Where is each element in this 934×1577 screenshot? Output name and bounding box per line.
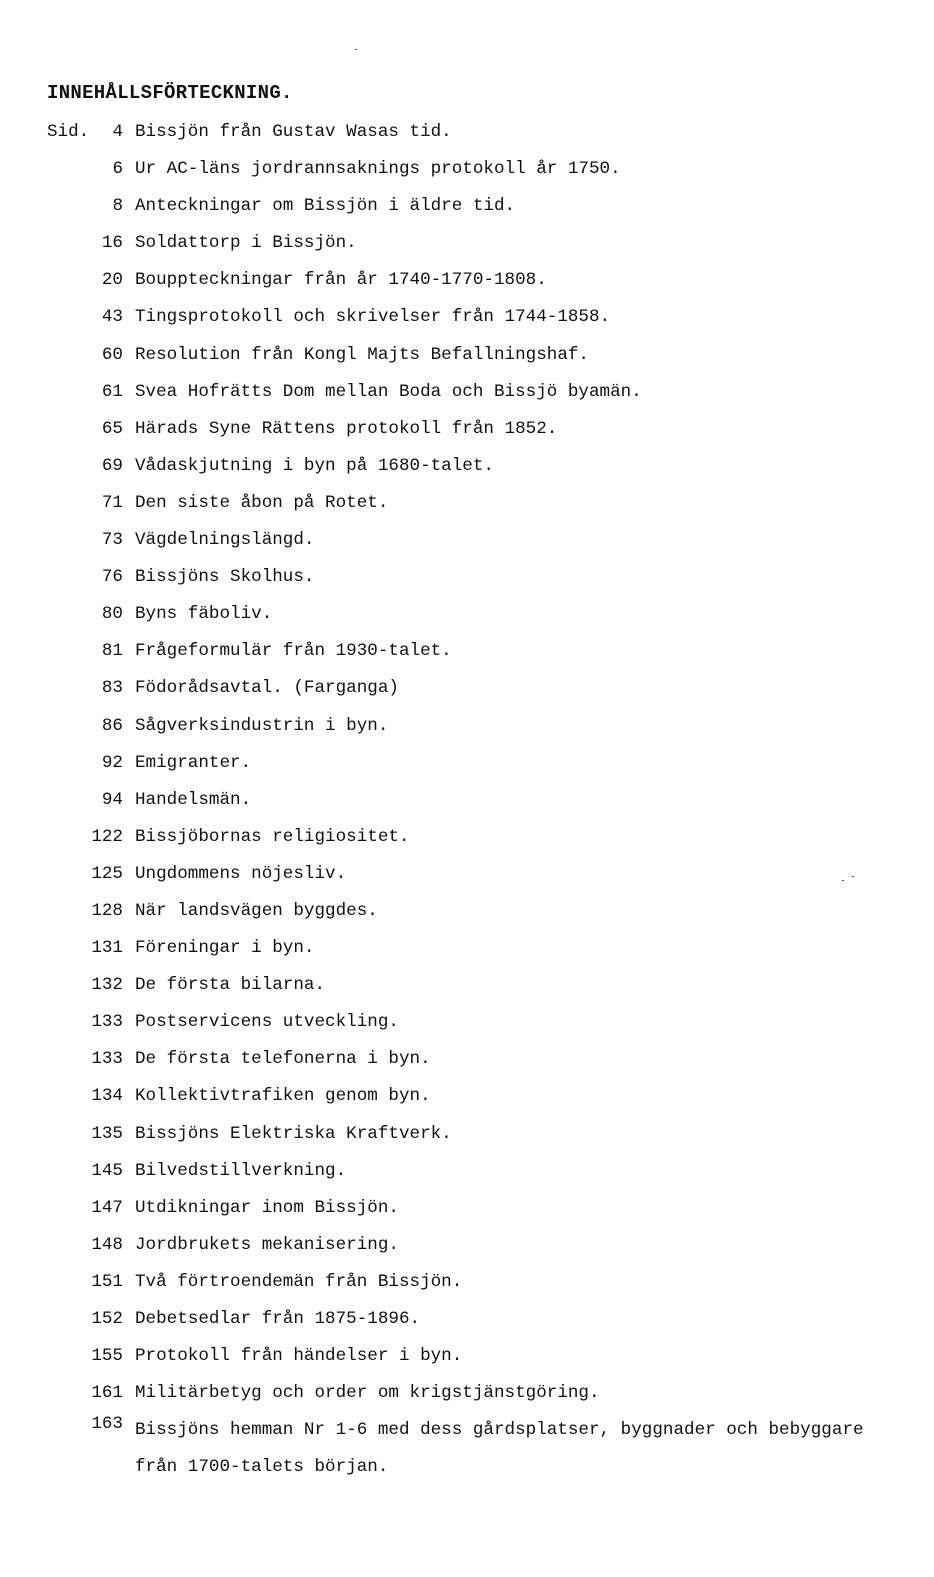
toc-entry bbox=[47, 825, 875, 862]
toc-entry-text: Bissjöbornas religiositet. bbox=[135, 826, 410, 847]
toc-page-number: 69 bbox=[101, 455, 123, 476]
toc-page-number: 155 bbox=[91, 1346, 123, 1367]
toc-page-number: 65 bbox=[101, 418, 123, 439]
toc-entry bbox=[47, 491, 875, 528]
toc-entry bbox=[47, 639, 875, 676]
toc-page-number: 128 bbox=[91, 900, 123, 921]
toc-page-number: 60 bbox=[101, 344, 123, 365]
toc-page-number: 145 bbox=[91, 1160, 123, 1181]
toc-entry-text: Vådaskjutning i byn på 1680-talet. bbox=[135, 455, 494, 476]
toc-entry bbox=[47, 1270, 875, 1307]
toc-entry-text: Föreningar i byn. bbox=[135, 938, 315, 959]
toc-entry-text: Födorådsavtal. (Farganga) bbox=[135, 678, 399, 699]
toc-entry bbox=[47, 194, 875, 231]
toc-entry-text: De första bilarna. bbox=[135, 975, 326, 996]
toc-page-number: 43 bbox=[101, 307, 123, 328]
toc-page-number: 148 bbox=[91, 1234, 123, 1255]
toc-entry-text: Utdikningar inom Bissjön. bbox=[135, 1197, 399, 1218]
toc-entry bbox=[47, 565, 875, 602]
toc-entry bbox=[47, 454, 875, 491]
table-of-contents bbox=[47, 120, 875, 1486]
toc-page-number: 4 bbox=[112, 122, 123, 142]
toc-entry bbox=[47, 1122, 875, 1159]
toc-entry-text: Bissjöns Elektriska Kraftverk. bbox=[135, 1123, 452, 1144]
toc-entry bbox=[47, 1344, 875, 1381]
toc-entry-text: Bissjöns Skolhus. bbox=[135, 567, 315, 588]
page-title: INNEHÅLLSFÖRTECKNING. bbox=[47, 82, 293, 104]
toc-entry bbox=[47, 417, 875, 454]
toc-page-number: 73 bbox=[101, 530, 123, 551]
toc-page-number: 147 bbox=[91, 1197, 123, 1218]
toc-page-number: 83 bbox=[101, 678, 123, 699]
toc-page-number: 81 bbox=[101, 641, 123, 662]
toc-entry bbox=[47, 231, 875, 268]
toc-entry bbox=[47, 1047, 875, 1084]
sid-label: Sid. bbox=[47, 122, 90, 142]
toc-page-number: 133 bbox=[91, 1012, 123, 1033]
toc-entry bbox=[47, 602, 875, 639]
toc-entry-text: Debetsedlar från 1875-1896. bbox=[135, 1309, 421, 1329]
toc-entry bbox=[47, 1412, 875, 1486]
toc-entry bbox=[47, 343, 875, 380]
toc-page-number: 122 bbox=[91, 826, 123, 847]
toc-entry-text: Jordbrukets mekanisering. bbox=[135, 1234, 399, 1255]
toc-entry bbox=[47, 1233, 875, 1270]
toc-page-number: 6 bbox=[112, 159, 123, 180]
toc-entry-text: Bouppteckningar från år 1740-1770-1808. bbox=[135, 270, 547, 291]
toc-page-number: 71 bbox=[101, 492, 123, 513]
toc-entry bbox=[47, 788, 875, 825]
toc-entry bbox=[47, 973, 875, 1010]
toc-page-number: 16 bbox=[101, 233, 123, 254]
toc-entry-text: Anteckningar om Bissjön i äldre tid. bbox=[135, 196, 516, 217]
toc-entry bbox=[47, 1159, 875, 1196]
toc-entry-text: Postservicens utveckling. bbox=[135, 1012, 399, 1033]
toc-page-number: 135 bbox=[91, 1123, 123, 1144]
toc-entry bbox=[47, 1307, 875, 1344]
toc-entry-text: Den siste åbon på Rotet. bbox=[135, 492, 389, 513]
toc-entry bbox=[47, 936, 875, 973]
toc-entry bbox=[47, 714, 875, 751]
toc-entry-text: Handelsmän. bbox=[135, 789, 252, 810]
toc-entry bbox=[47, 1196, 875, 1233]
toc-entry bbox=[47, 1010, 875, 1047]
toc-page-number: 86 bbox=[101, 715, 123, 736]
toc-entry-text: De första telefonerna i byn. bbox=[135, 1049, 431, 1070]
toc-entry bbox=[47, 268, 875, 305]
toc-page-number: 8 bbox=[112, 196, 123, 217]
toc-page-number: 80 bbox=[101, 604, 123, 625]
toc-page-number: 163 bbox=[91, 1414, 123, 1435]
toc-entry-text: Soldattorp i Bissjön. bbox=[135, 233, 357, 254]
toc-entry-text: Protokoll från händelser i byn. bbox=[135, 1346, 463, 1367]
toc-page-number: 76 bbox=[101, 567, 123, 588]
toc-page-number: 152 bbox=[91, 1309, 123, 1329]
toc-entry-text: Emigranter. bbox=[135, 752, 252, 773]
toc-entry bbox=[47, 862, 875, 899]
toc-entry bbox=[47, 120, 875, 157]
toc-entry bbox=[47, 528, 875, 565]
toc-page-number: 61 bbox=[101, 381, 123, 402]
toc-page-number: 134 bbox=[91, 1086, 123, 1107]
scan-speck bbox=[355, 49, 357, 50]
toc-entry-text: Byns fäboliv. bbox=[135, 604, 273, 625]
toc-entry-text: Sågverksindustrin i byn. bbox=[135, 715, 389, 736]
toc-page-number: 151 bbox=[91, 1271, 123, 1292]
toc-entry-text: Kollektivtrafiken genom byn. bbox=[135, 1086, 431, 1107]
toc-entry bbox=[47, 380, 875, 417]
toc-entry-text: Ungdommens nöjesliv. bbox=[135, 863, 347, 884]
toc-page-number: 132 bbox=[91, 975, 123, 996]
toc-entry-text: Frågeformulär från 1930-talet. bbox=[135, 641, 452, 662]
toc-entry bbox=[47, 751, 875, 788]
toc-entry-text: Bissjöns hemman Nr 1-6 med dess gårdsplatser, byggnader och bebyggare från 1700-talets början. bbox=[135, 1420, 864, 1478]
toc-page-number: 125 bbox=[91, 863, 123, 884]
toc-entry-text: Härads Syne Rättens protokoll från 1852. bbox=[135, 418, 558, 439]
toc-entry-text: Tingsprotokoll och skrivelser från 1744-1858. bbox=[135, 307, 611, 328]
toc-page-number: 20 bbox=[101, 270, 123, 291]
toc-entry-text: Svea Hofrätts Dom mellan Boda och Bissjö byamän. bbox=[135, 381, 642, 402]
toc-entry-text: Militärbetyg och order om krigstjänstgöring. bbox=[135, 1383, 600, 1404]
toc-page-number: 94 bbox=[101, 789, 123, 810]
toc-page-number: 161 bbox=[91, 1383, 123, 1404]
toc-entry bbox=[47, 899, 875, 936]
toc-entry-text: Bilvedstillverkning. bbox=[135, 1160, 347, 1181]
toc-page-number: 131 bbox=[91, 938, 123, 959]
toc-entry-text: Vägdelningslängd. bbox=[135, 530, 315, 551]
toc-entry-text: Bissjön från Gustav Wasas tid. bbox=[135, 122, 452, 142]
toc-entry bbox=[47, 157, 875, 194]
toc-entry bbox=[47, 305, 875, 342]
toc-entry-text: När landsvägen byggdes. bbox=[135, 900, 378, 921]
toc-page-number: 92 bbox=[101, 752, 123, 773]
toc-entry-text: Resolution från Kongl Majts Befallningshaf. bbox=[135, 344, 589, 365]
toc-entry bbox=[47, 676, 875, 713]
toc-entry bbox=[47, 1084, 875, 1121]
toc-entry-text: Två förtroendemän från Bissjön. bbox=[135, 1271, 463, 1292]
toc-page-number: 133 bbox=[91, 1049, 123, 1070]
toc-entry-text: Ur AC-läns jordrannsaknings protokoll år 1750. bbox=[135, 159, 621, 180]
